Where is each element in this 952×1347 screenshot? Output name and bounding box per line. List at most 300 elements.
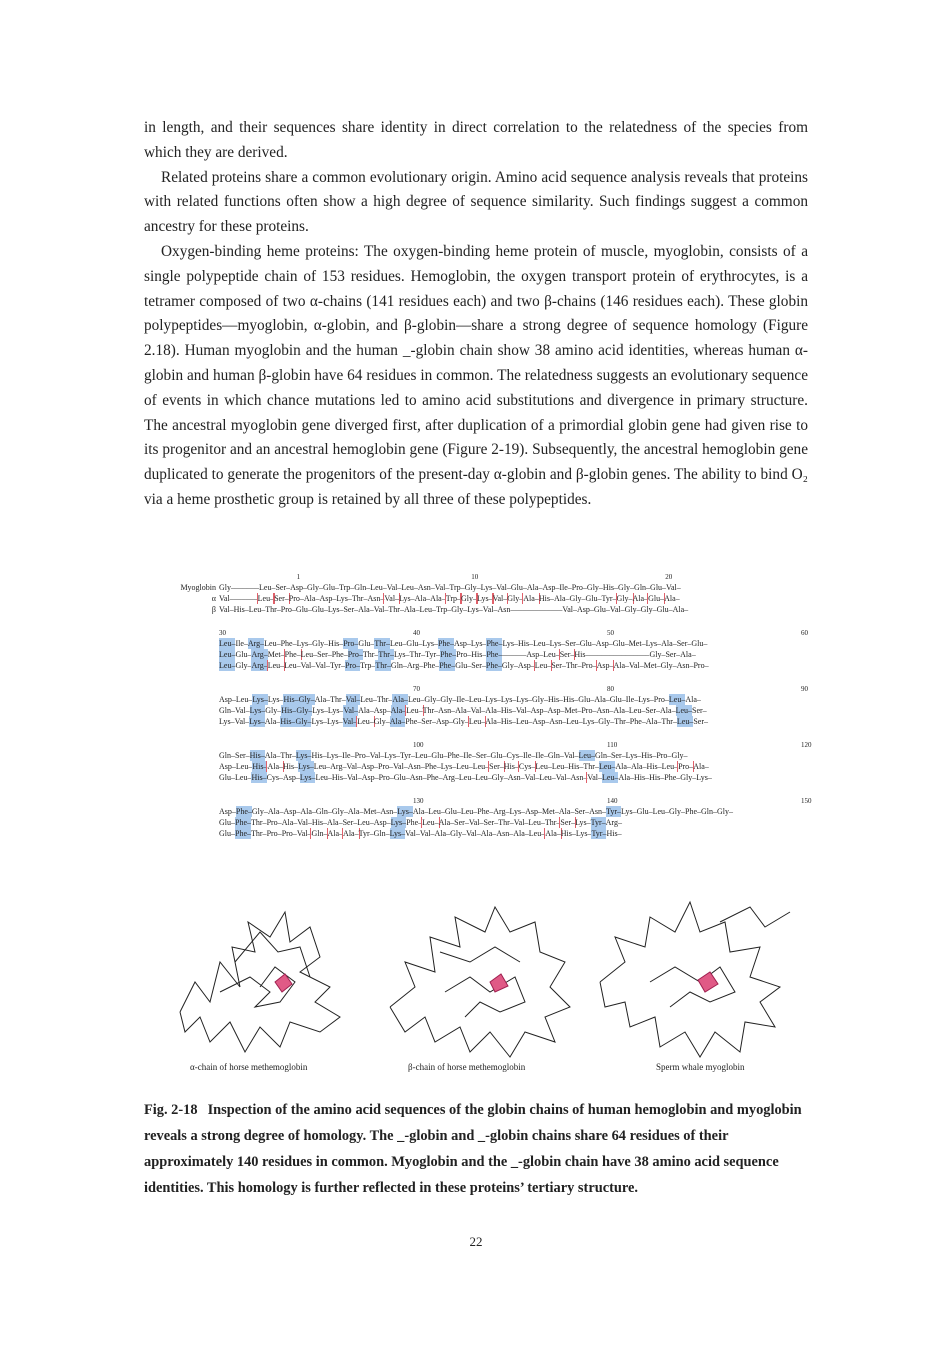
residue: Tyr–	[425, 650, 441, 659]
residue: Val–	[482, 605, 498, 614]
residue: Gln–	[219, 706, 235, 715]
residue: Asp–	[319, 594, 337, 603]
residue: Ala–	[300, 807, 316, 816]
residue: Asp–	[219, 762, 236, 771]
residue: Leu–	[235, 762, 253, 771]
residue: Ser–	[275, 583, 291, 592]
residue: Ala–	[327, 829, 344, 838]
residue: Asn–	[676, 661, 694, 670]
residue: Leu–	[401, 583, 418, 592]
residue: Ala–	[438, 818, 455, 827]
residue: Glu–	[219, 773, 235, 782]
residue: Ile–	[559, 583, 572, 592]
residue: Lys–	[440, 762, 457, 771]
residue: Phe–	[447, 751, 464, 760]
residue: —–	[514, 650, 527, 659]
residue-number: 120	[801, 741, 812, 749]
residue: Ala–	[685, 695, 701, 704]
residue: Ser–	[574, 807, 590, 816]
residue: Val–	[555, 773, 571, 782]
residue: Arg–	[330, 762, 347, 771]
residue: Thr–	[614, 717, 630, 726]
residue: Phe–	[437, 639, 454, 648]
residue-number: 10	[471, 573, 479, 581]
residue: Thr–	[375, 661, 391, 670]
residue: Gly–	[265, 706, 282, 715]
residue: Leu–	[472, 762, 490, 771]
residue-numbers	[176, 572, 796, 582]
residue: Val–	[513, 818, 529, 827]
residue: Trp–	[339, 583, 355, 592]
myoglobin-structure	[590, 892, 800, 1072]
residue: Met–	[542, 807, 559, 816]
residue: Glu–	[219, 818, 235, 827]
residue: Gly–	[717, 807, 734, 816]
residue: Ala–	[343, 829, 359, 838]
residue: Leu–	[528, 818, 545, 827]
residue: Gln–	[354, 583, 371, 592]
residue: Gly–	[307, 583, 323, 592]
residue: His–	[568, 762, 584, 771]
residue: His–	[563, 695, 579, 704]
residue: Ser–	[565, 639, 580, 648]
residue: —–	[526, 605, 539, 614]
residue: Trp–	[435, 605, 452, 614]
residue: Leu–	[551, 762, 569, 771]
sequence-row	[176, 828, 796, 839]
residue: Thr–	[565, 661, 582, 670]
residue: Val–	[562, 605, 578, 614]
residue: Ser–	[610, 751, 626, 760]
residue: Pro–	[344, 661, 361, 670]
residue: Ser–	[342, 818, 358, 827]
residue: Phe–	[405, 717, 422, 726]
residue: Ala–	[523, 594, 539, 603]
residue: Asn–	[417, 583, 435, 592]
residue: Thr–	[388, 605, 404, 614]
residue: Arg–	[251, 650, 268, 659]
residue: His–	[606, 829, 622, 838]
residue: Leu–	[598, 762, 616, 771]
residue: Asp–	[542, 583, 560, 592]
residue: Ser–	[489, 762, 504, 771]
sequence-row	[176, 694, 796, 705]
residue: Ser–	[645, 706, 661, 715]
residue: Ala–	[389, 717, 406, 726]
sequence-label: β	[211, 605, 216, 614]
residue: Asp–	[596, 661, 614, 670]
residue: Asp–	[577, 605, 594, 614]
residue: Ala–	[630, 762, 647, 771]
residue: Glu–	[295, 605, 312, 614]
residue: Leu–	[456, 762, 473, 771]
residue: His–	[500, 717, 516, 726]
residue: Pro–	[266, 818, 282, 827]
residue: —–	[233, 594, 246, 603]
residue: Gly–	[640, 605, 657, 614]
heme-group	[698, 972, 718, 992]
residue: Val–	[347, 773, 362, 782]
residue: Ile–	[535, 751, 548, 760]
residue: —–	[589, 650, 602, 659]
residue: Glu–	[579, 639, 596, 648]
residue-number: 130	[413, 797, 424, 805]
residue: Thr–	[544, 818, 561, 827]
residue: Ala–	[558, 807, 575, 816]
residue: Val–	[524, 773, 540, 782]
residue: Ser–	[560, 818, 576, 827]
residue: Ala–	[480, 829, 497, 838]
residue: Lys–	[384, 751, 400, 760]
residue: Lys–	[389, 829, 406, 838]
residue: Val–	[296, 829, 312, 838]
beta-chain-structure	[375, 892, 585, 1072]
residue: His–	[574, 650, 590, 659]
sequence-row	[176, 716, 796, 727]
residue: His–	[641, 751, 657, 760]
residue: Gly–	[312, 639, 329, 648]
residue: Gly–	[296, 706, 313, 715]
residue: Lys–	[252, 695, 268, 704]
residue: His–	[281, 706, 297, 715]
sequence-row	[176, 593, 796, 604]
residue: Val–	[315, 661, 330, 670]
residue: Phe–	[235, 807, 252, 816]
residue: Gln–	[390, 661, 407, 670]
residue: Val–	[369, 751, 385, 760]
residue: His–	[328, 639, 344, 648]
residue: Glu–	[444, 807, 461, 816]
residue: Glu–	[393, 773, 410, 782]
residue: Arg–	[442, 773, 459, 782]
residue: Tyr–	[606, 807, 622, 816]
residue: Asp–	[361, 773, 379, 782]
residue: —–	[538, 605, 551, 614]
residue: Gly–	[616, 594, 633, 603]
residue: Glu–	[490, 751, 507, 760]
residue: His–	[471, 650, 487, 659]
residue: Leu–	[257, 594, 275, 603]
residue: Lys–	[582, 717, 599, 726]
residue: Leu–	[460, 807, 478, 816]
residue: Val–	[384, 594, 400, 603]
residue: Phe–	[629, 717, 646, 726]
residue: Glu–	[691, 639, 708, 648]
residue: Glu–	[609, 695, 626, 704]
alignment-group	[176, 684, 808, 727]
residue: Glu–	[648, 594, 665, 603]
residue: Leu–	[259, 583, 276, 592]
residue: Trp–	[449, 583, 465, 592]
residue: Glu–	[219, 829, 235, 838]
residue-number: 70	[413, 685, 420, 693]
residue: Thr–	[583, 762, 599, 771]
residue: Ser–	[454, 818, 469, 827]
residue: Val–	[434, 583, 450, 592]
residue: Arg–	[247, 639, 265, 648]
residue: Glu–	[510, 583, 527, 592]
residue: Ser–	[471, 661, 486, 670]
residue: Arg–	[251, 661, 268, 670]
residue: Gly–	[491, 773, 508, 782]
residue: Lys–	[480, 583, 497, 592]
residue: Ala–	[680, 650, 696, 659]
residue: His–	[283, 695, 299, 704]
residue: Thr–	[374, 639, 390, 648]
residue: Cys–	[506, 751, 523, 760]
residue: Leu–	[248, 605, 266, 614]
residue: Met–	[643, 661, 661, 670]
paragraph-3: Oxygen-binding heme proteins: The oxygen-binding heme protein of muscle, myoglobin, consists of a single polypeptide chain of 153 residues. Hemoglobin, the oxygen transport protein of erythrocytes, is a tetramer composed of two α-chains (141 residues each) and two β-chains (146 residues each). These globin polypeptides—myoglobin, α-globin, and β-globin—share a strong degree of sequence homology (Figure 2.18). Human myoglobin and the human _-globin chain show 38 amino acid identities, whereas human α-globin and human β-globin have 64 residues in common. The relatedness suggests an evolutionary sequence of events in which chance mutations led to amino acid substitutions and divergence in primary structure. The ancestral myoglobin gene diverged first, after duplication of a primordial globin gene had given rise to its progenitor and an ancestral hemoglobin gene (Figure 2-19). Subsequently, the ancestral hemoglobin gene duplicated to generate the progenitors of the present-day α-globin and β-globin genes. The ability to bind O₂ via a heme prosthetic group is retained by all three of these polypeptides.	[144, 242, 808, 508]
residue: Leu–	[534, 661, 552, 670]
alignment-group	[176, 572, 796, 615]
residue: Asp–	[530, 706, 548, 715]
residue: Val–	[629, 661, 644, 670]
residue: Glu–	[406, 639, 423, 648]
residue: Pro–	[266, 829, 282, 838]
sequence-row	[176, 582, 796, 593]
residue: Leu–	[235, 695, 253, 704]
residue: Val–	[666, 583, 681, 592]
residue: His–	[649, 773, 665, 782]
residue: Val–	[235, 706, 250, 715]
residue: His–	[646, 762, 662, 771]
sequence-row	[176, 772, 796, 783]
residue: Asn–	[589, 807, 607, 816]
residue: Leu–	[219, 650, 236, 659]
residue: Pro–	[378, 773, 394, 782]
residue: Leu–	[566, 717, 583, 726]
residue: Leu–	[313, 762, 331, 771]
residue: Leu–	[389, 639, 407, 648]
residue: Val–	[496, 583, 511, 592]
residue: His–	[252, 762, 268, 771]
residue: Thr–	[351, 594, 368, 603]
residue: Gln–	[594, 751, 611, 760]
residue: Asp–	[595, 639, 613, 648]
residue: Gly–	[331, 807, 348, 816]
residue: Ser–	[475, 751, 491, 760]
residue: Leu–	[300, 650, 318, 659]
residue: Trp–	[360, 661, 376, 670]
residue: Asp–	[517, 661, 535, 670]
residue: Asp–	[373, 706, 391, 715]
residue: Ala–	[264, 717, 281, 726]
residue: Met–	[564, 706, 582, 715]
residue: Leu–	[543, 650, 560, 659]
residue: Leu–	[267, 661, 285, 670]
residue: Val–	[563, 751, 579, 760]
residue: Thr–	[376, 695, 393, 704]
sequence-row	[176, 817, 796, 828]
residue: Pro–	[678, 762, 694, 771]
residue: Asp–	[525, 807, 542, 816]
caption-alpha-chain: α-chain of horse methemoglobin	[190, 1062, 308, 1072]
residue: Ser–	[421, 717, 436, 726]
body-text	[144, 116, 808, 513]
residue: Ser–	[665, 650, 681, 659]
residue: Gln–	[701, 807, 718, 816]
paragraph-2: Related proteins share a common evolutionary origin. Amino acid sequence analysis reveals that proteins with related functions often show a high degree of sequence similarity. Such findings suggest a common ancestry for these proteins.	[144, 168, 808, 236]
residue: Val–	[470, 706, 486, 715]
residue: —–	[502, 650, 515, 659]
residue-number: 140	[607, 797, 618, 805]
residue: Val–	[297, 818, 312, 827]
residue: Leu–	[458, 773, 476, 782]
residue: Lys–	[470, 639, 487, 648]
residue: Val–	[466, 829, 481, 838]
residue: Asn–	[497, 605, 515, 614]
residue: Ala–	[434, 829, 451, 838]
residue: His–	[634, 773, 650, 782]
residue: Glu–	[431, 751, 448, 760]
residue: Val–	[386, 583, 402, 592]
tertiary-structures	[160, 892, 800, 1072]
residue: Ser–	[483, 818, 499, 827]
residue: Gly–	[440, 695, 457, 704]
sequence-row	[176, 750, 796, 761]
residue-number: 40	[413, 629, 420, 637]
residue: —–	[235, 583, 247, 592]
residue: Ser–	[235, 751, 250, 760]
residue: Lys–	[625, 751, 642, 760]
residue: Ile–	[463, 751, 476, 760]
residue: Gly–	[618, 583, 635, 592]
sequence-row	[176, 638, 796, 649]
residue: Pro–	[378, 762, 394, 771]
figure-caption-text: Inspection of the amino acid sequences of the globin chains of human hemoglobin and myoglobin reveals a strong degree of homology. The _-globin and _-globin chains share 64 residues of their approximately 140 residues in common. Myoglobin and the _-globin chain have 38 amino acid sequence identities. This homology is further reflected in these proteins’ tertiary structure.	[144, 1102, 802, 1196]
residue: Gly–	[235, 661, 252, 670]
residue: His–	[538, 594, 554, 603]
residue: Leu–	[422, 818, 439, 827]
residue: Asp–	[453, 639, 471, 648]
residue: Pro–	[343, 639, 359, 648]
residue: Gly–	[680, 773, 697, 782]
residue: Glu–	[455, 661, 472, 670]
residue: Lys–	[575, 818, 591, 827]
residue: Ala–	[513, 829, 529, 838]
residue: Phe–	[426, 773, 443, 782]
residue: Leu–	[628, 706, 646, 715]
residue: Lys–	[219, 717, 235, 726]
residue: Glu–	[612, 639, 629, 648]
residue: Tyr–	[358, 829, 374, 838]
residue: Val–	[300, 661, 316, 670]
residue: Leu–	[406, 706, 423, 715]
sequence-row	[176, 761, 796, 772]
caption-myoglobin: Sperm whale myoglobin	[656, 1062, 745, 1072]
residue: Cys–	[518, 762, 536, 771]
residue: Val–	[342, 717, 358, 726]
residue: Leu–	[578, 751, 595, 760]
residue: Ala–	[618, 773, 635, 782]
residue: Thr–	[330, 695, 346, 704]
residue: Lys–	[298, 762, 314, 771]
residue: Gly–	[586, 583, 603, 592]
residue: Phe–	[485, 661, 502, 670]
residue: Thr–	[422, 706, 439, 715]
residue: Ala–	[660, 706, 676, 715]
residue: Val–	[587, 773, 603, 782]
residue: His–	[503, 762, 519, 771]
residue: Gly–	[450, 829, 467, 838]
residue: Ala–	[392, 695, 408, 704]
residue: Phe–	[280, 639, 297, 648]
residue: Pro–	[693, 661, 709, 670]
residue: Lys–	[399, 594, 415, 603]
residue: Asp–	[526, 650, 544, 659]
sequence-alignment	[176, 572, 812, 852]
residue: Lys–	[249, 717, 265, 726]
residue: Val–	[343, 706, 359, 715]
residue: Gly–	[649, 650, 666, 659]
residue: Ser–	[343, 605, 359, 614]
residue: Leu–	[357, 818, 374, 827]
residue: Leu–	[535, 762, 552, 771]
alignment-group	[176, 796, 812, 839]
sequence-row	[176, 806, 796, 817]
caption-beta-chain: β-chain of horse methemoglobin	[408, 1062, 526, 1072]
residue: Phe–	[423, 661, 440, 670]
residue: Ala–	[485, 717, 501, 726]
residue: Pro–	[571, 583, 587, 592]
residue: Pro–	[354, 751, 370, 760]
residue: Tyr–	[601, 594, 617, 603]
residue: Thr–	[251, 829, 267, 838]
residue: Lys–	[327, 706, 344, 715]
residue: Tyr–	[399, 751, 415, 760]
residue: Gly–	[424, 695, 441, 704]
residue: Met–	[267, 650, 285, 659]
residue: Lys–	[422, 639, 438, 648]
residue-number: 150	[801, 797, 812, 805]
residue: Pro–	[281, 829, 297, 838]
sequence-row	[176, 660, 796, 671]
residue: Phe–	[477, 807, 494, 816]
residue: Ala–	[672, 605, 689, 614]
residue: Leu–	[315, 773, 332, 782]
residue: Asp–	[283, 773, 300, 782]
residue: —–	[514, 605, 527, 614]
residue: Glu–	[585, 594, 602, 603]
residue: Pro–	[280, 605, 296, 614]
residue: Leu–	[468, 695, 486, 704]
residue: Ala–	[615, 762, 631, 771]
residue: Val–	[373, 605, 389, 614]
residue: Lys–	[327, 717, 343, 726]
residue: Leu–	[357, 717, 374, 726]
residue: Ala–	[664, 594, 680, 603]
residue: Val–	[492, 594, 508, 603]
residue: Gly–	[569, 594, 586, 603]
residue: —–	[613, 650, 626, 659]
residue: Tyr–	[591, 829, 607, 838]
residue: Gly–	[507, 594, 524, 603]
residue-number: 100	[413, 741, 424, 749]
residue: Asn–	[570, 773, 588, 782]
residue: Asn–	[507, 773, 525, 782]
residue: Ile–	[456, 695, 469, 704]
residue: Phe–	[439, 661, 456, 670]
residue: Gly–	[451, 605, 468, 614]
residue: Ala–	[693, 762, 709, 771]
residue: Glu–	[235, 650, 252, 659]
residue: Phe–	[331, 650, 348, 659]
residue-numbers	[176, 628, 808, 638]
residue: Phe–	[424, 762, 441, 771]
residue: Leu–	[676, 717, 694, 726]
residue: Phe–	[235, 829, 251, 838]
